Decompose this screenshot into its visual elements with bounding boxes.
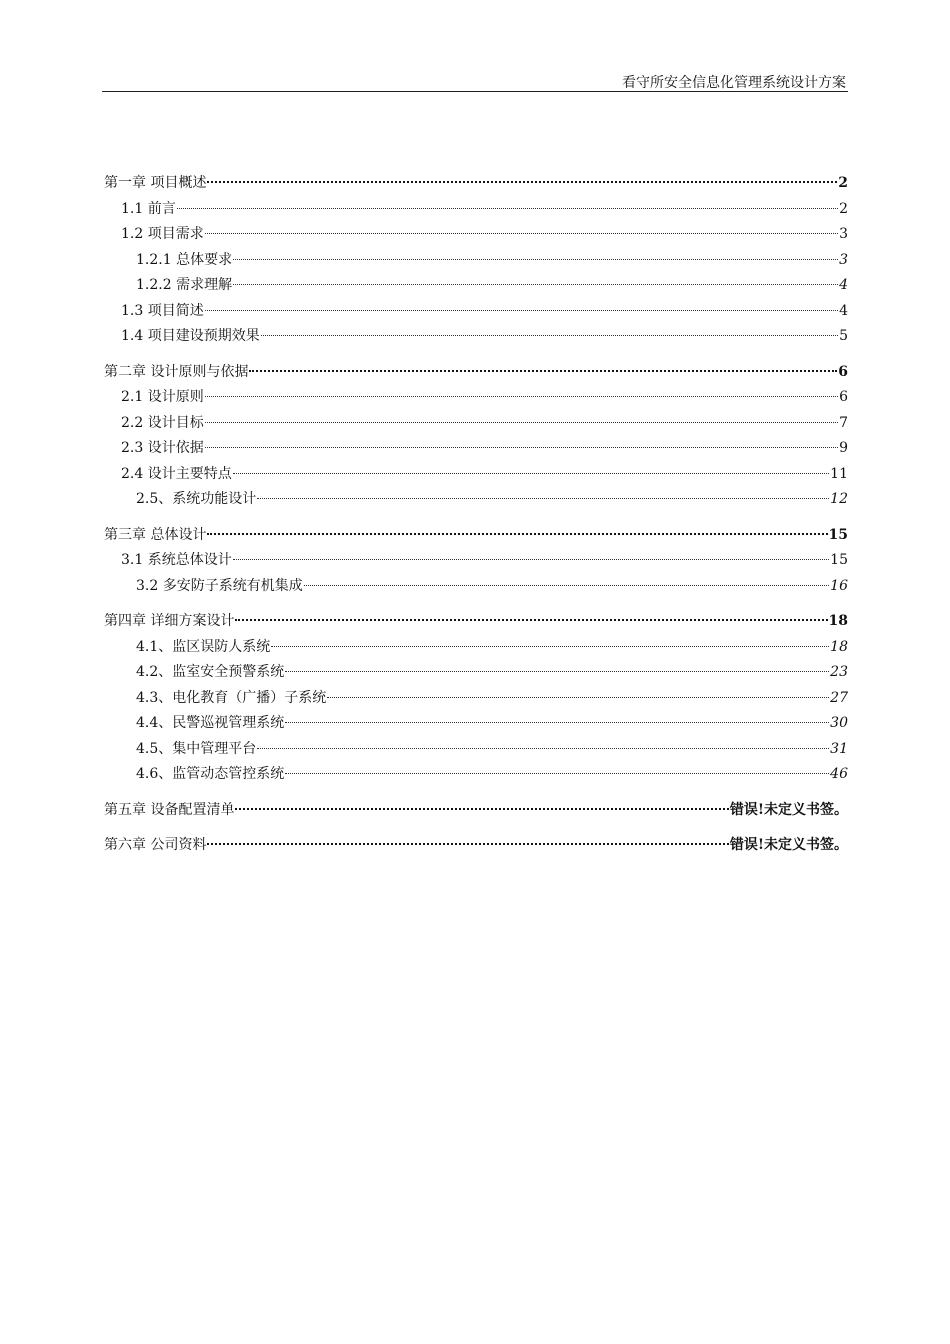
toc-entry-label: 4.4、民警巡视管理系统	[136, 715, 285, 731]
toc-leader-dots	[205, 310, 838, 311]
toc-entry-level-2[interactable]	[104, 223, 848, 249]
toc-entry-page: 7	[839, 414, 848, 431]
toc-leader-dots	[233, 473, 829, 474]
toc-leader-dots	[233, 259, 838, 260]
toc-entry-level-3[interactable]	[104, 636, 848, 662]
toc-entry-label: 第一章 项目概述	[104, 175, 207, 191]
toc-entry-level-1[interactable]	[104, 172, 848, 198]
toc-leader-dots	[257, 498, 829, 499]
toc-entry-level-3[interactable]	[104, 763, 848, 789]
toc-entry-level-1[interactable]	[104, 834, 848, 860]
toc-entry-label: 2.5、系统功能设计	[136, 491, 257, 507]
toc-entry-page: 9	[839, 440, 848, 456]
toc-leader-dots	[235, 619, 827, 621]
toc-entry-level-3[interactable]	[104, 274, 848, 300]
toc-entry-level-1[interactable]	[104, 524, 848, 550]
toc-entry-level-2[interactable]	[104, 325, 848, 351]
toc-entry-label: 4.1、监区误防人系统	[136, 638, 271, 655]
toc-entry-level-1[interactable]	[104, 361, 848, 387]
toc-entry-label: 1.2 项目需求	[121, 226, 204, 242]
toc-entry-page: 31	[830, 740, 848, 757]
toc-leader-dots	[285, 773, 829, 774]
toc-entry-level-2[interactable]	[104, 386, 848, 412]
toc-leader-dots	[271, 646, 829, 647]
toc-leader-dots	[235, 808, 728, 810]
toc-leader-dots	[249, 370, 837, 372]
table-of-contents	[104, 172, 848, 860]
toc-entry-label: 3.2 多安防子系统有机集成	[136, 577, 303, 594]
toc-leader-dots	[285, 671, 829, 672]
toc-entry-level-3[interactable]	[104, 575, 848, 601]
toc-leader-dots	[177, 208, 838, 209]
toc-leader-dots	[207, 843, 728, 845]
toc-entry-label: 第三章 总体设计	[104, 526, 207, 543]
toc-entry-level-3[interactable]	[104, 661, 848, 687]
toc-entry-page: 2	[838, 175, 848, 191]
toc-entry-label: 第五章 设备配置清单	[104, 801, 235, 818]
toc-entry-page: 15	[830, 552, 848, 568]
toc-entry-level-2[interactable]	[104, 300, 848, 326]
toc-leader-dots	[207, 181, 837, 183]
toc-entry-page: 错误!未定义书签。	[729, 801, 848, 818]
header-title: 看守所安全信息化管理系统设计方案	[622, 75, 846, 91]
toc-entry-label: 2.2 设计目标	[121, 414, 204, 431]
toc-entry-label: 1.1 前言	[121, 200, 176, 217]
toc-leader-dots	[205, 396, 838, 397]
toc-entry-level-1[interactable]	[104, 610, 848, 636]
toc-leader-dots	[205, 447, 838, 448]
toc-entry-label: 2.4 设计主要特点	[121, 465, 232, 482]
toc-entry-page: 12	[830, 491, 848, 507]
toc-entry-page: 4	[839, 277, 848, 293]
toc-entry-label: 2.1 设计原则	[121, 389, 204, 405]
toc-entry-page: 23	[830, 664, 848, 680]
toc-leader-dots	[205, 422, 838, 423]
toc-entry-page: 46	[830, 766, 848, 782]
toc-leader-dots	[304, 585, 829, 586]
toc-entry-page: 18	[830, 638, 848, 655]
toc-entry-level-3[interactable]	[104, 738, 848, 764]
toc-entry-level-2[interactable]	[104, 549, 848, 575]
toc-entry-level-2[interactable]	[104, 198, 848, 224]
toc-leader-dots	[261, 335, 838, 336]
toc-entry-label: 4.3、电化教育（广播）子系统	[136, 689, 327, 706]
toc-entry-level-1[interactable]	[104, 799, 848, 825]
toc-entry-page: 18	[828, 613, 848, 629]
toc-entry-page: 错误!未定义书签。	[729, 837, 848, 853]
toc-entry-label: 第六章 公司资料	[104, 837, 207, 853]
toc-entry-page: 6	[839, 389, 848, 405]
toc-entry-level-2[interactable]	[104, 412, 848, 438]
toc-entry-level-3[interactable]	[104, 712, 848, 738]
toc-leader-dots	[327, 697, 829, 698]
toc-entry-label: 1.2.2 需求理解	[136, 277, 233, 293]
toc-entry-page: 2	[839, 200, 848, 217]
toc-entry-label: 4.2、监室安全预警系统	[136, 664, 285, 680]
toc-entry-label: 1.3 项目简述	[121, 302, 204, 319]
toc-entry-page: 11	[830, 465, 848, 482]
toc-leader-dots	[285, 722, 829, 723]
toc-entry-label: 1.4 项目建设预期效果	[121, 328, 260, 344]
page-header	[102, 70, 848, 92]
toc-entry-label: 第四章 详细方案设计	[104, 613, 235, 629]
toc-leader-dots	[233, 559, 829, 560]
toc-entry-level-3[interactable]	[104, 687, 848, 713]
toc-entry-page: 6	[838, 363, 848, 380]
toc-entry-page: 27	[830, 689, 848, 706]
toc-entry-label: 1.2.1 总体要求	[136, 251, 233, 268]
toc-entry-page: 3	[839, 226, 848, 242]
toc-entry-page: 4	[839, 302, 848, 319]
toc-entry-page: 3	[839, 251, 848, 268]
toc-entry-level-2[interactable]	[104, 437, 848, 463]
toc-entry-label: 4.6、监管动态管控系统	[136, 766, 285, 782]
toc-entry-page: 5	[839, 328, 848, 344]
toc-entry-level-3[interactable]	[104, 488, 848, 514]
toc-entry-label: 2.3 设计依据	[121, 440, 204, 456]
toc-entry-label: 4.5、集中管理平台	[136, 740, 257, 757]
toc-entry-page: 16	[830, 577, 848, 594]
toc-leader-dots	[257, 748, 829, 749]
toc-entry-label: 3.1 系统总体设计	[121, 552, 232, 568]
toc-leader-dots	[205, 233, 838, 234]
toc-entry-page: 15	[828, 526, 848, 543]
toc-entry-level-2[interactable]	[104, 463, 848, 489]
toc-leader-dots	[233, 284, 838, 285]
toc-leader-dots	[207, 533, 827, 535]
toc-entry-level-3[interactable]	[104, 249, 848, 275]
toc-entry-page: 30	[830, 715, 848, 731]
toc-entry-label: 第二章 设计原则与依据	[104, 363, 249, 380]
